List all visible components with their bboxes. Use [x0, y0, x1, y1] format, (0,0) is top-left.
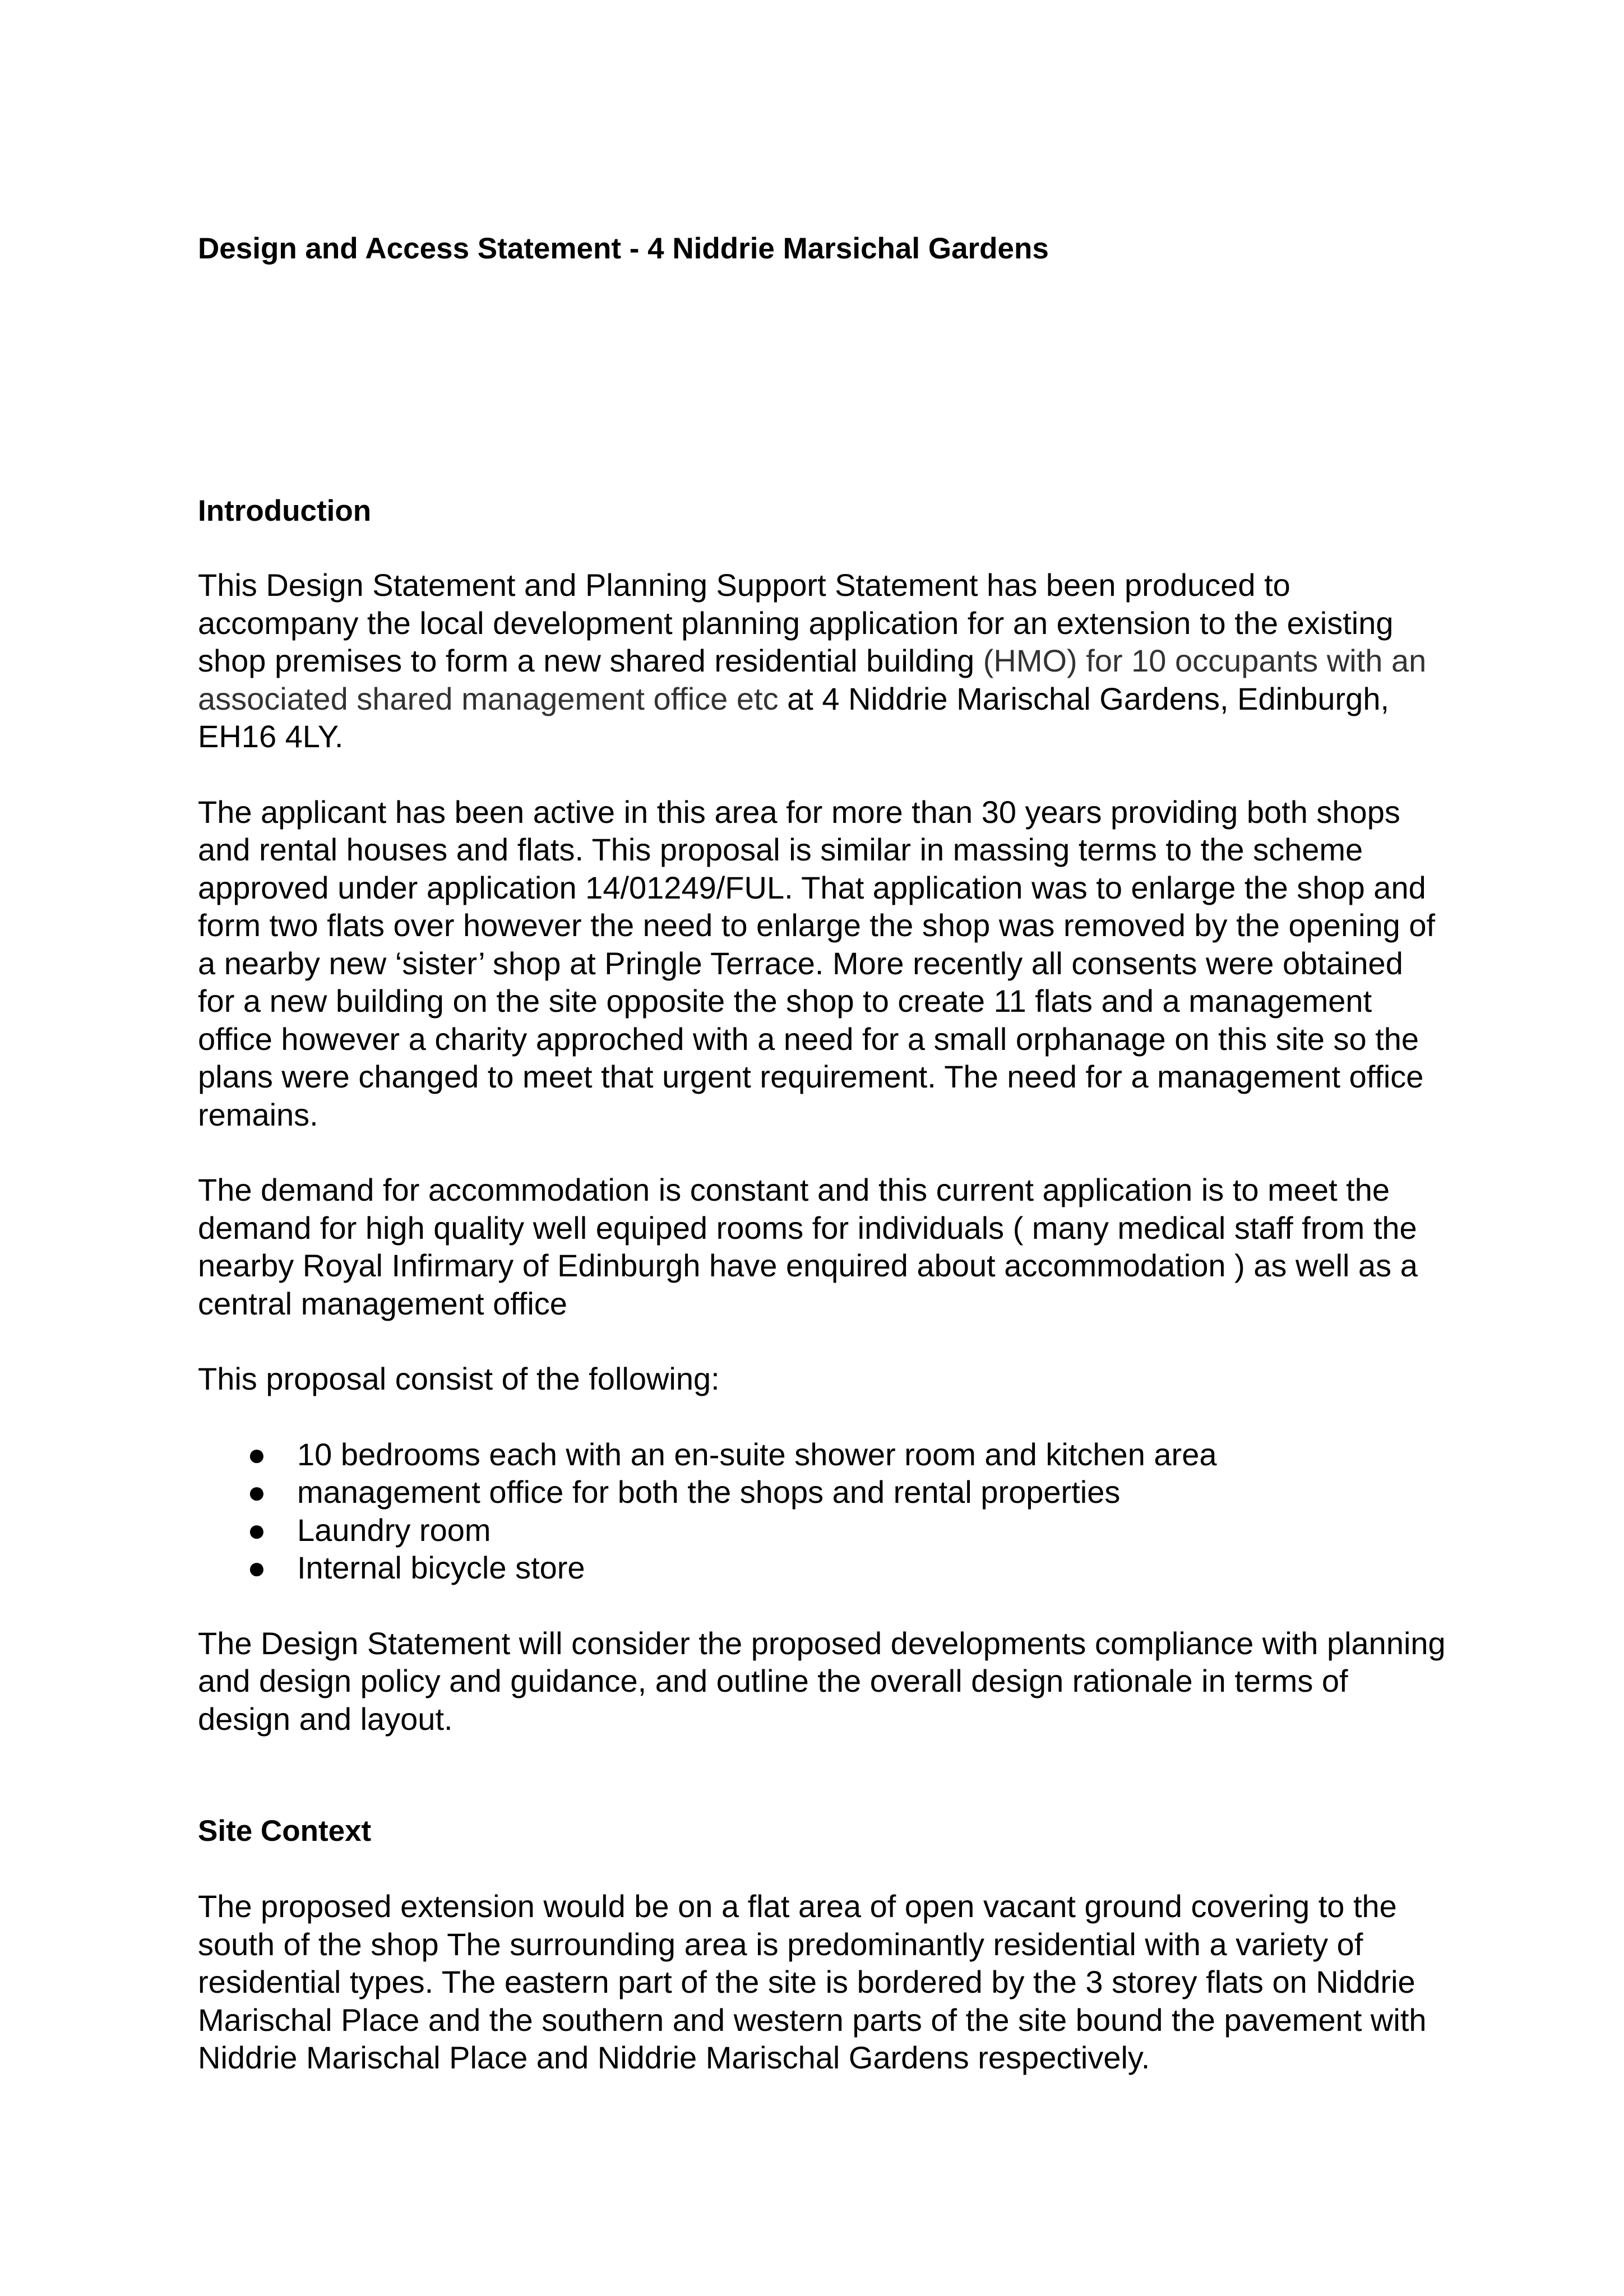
heading-site-context: Site Context [198, 1814, 372, 1848]
list-item-text: 10 bedrooms each with an en-suite shower room and kitchen area [297, 1436, 1217, 1472]
list-item-text: management office for both the shops and rental properties [297, 1474, 1121, 1510]
heading-introduction: Introduction [198, 494, 372, 527]
list-item [198, 1473, 1448, 1511]
bullet-icon: ● [247, 1550, 266, 1585]
document-body [198, 229, 1448, 2077]
intro-paragraph-2: The applicant has been active in this area for more than 30 years providing both shops and rental houses and flats. This proposal is similar in massing terms to the scheme approved under application 14/01249/FUL. That application was to enlarge the shop and form two flats over however the need to enlarge the shop was removed by the opening of a nearby new ‘sister’ shop at Pringle Terrace. More recently all consents were obtained for a new building on the site opposite the shop to create 11 flats and a management office however a charity approched with a need for a small orphanage on this site so the plans were changed to meet that urgent requirement. The need for a management office remains. [198, 794, 1436, 1132]
intro-paragraph-4: This proposal consist of the following: [198, 1361, 720, 1396]
bullet-icon: ● [247, 1436, 266, 1472]
intro-paragraph-1 [198, 566, 1448, 756]
list-item-text: Internal bicycle store [297, 1550, 585, 1585]
bullet-icon: ● [247, 1512, 266, 1548]
document-title: Design and Access Statement - 4 Niddrie Marsichal Gardens [198, 232, 1049, 265]
proposal-bullet-list [198, 1436, 1448, 1587]
intro-paragraph-3: The demand for accommodation is constant and this current application is to meet the demand for high quality well equiped rooms for individuals ( many medical staff from the nearby Royal Infirmary of Edinburgh have enquired about accommodation ) as well as a central management office [198, 1172, 1418, 1321]
intro-paragraph-5: The Design Statement will consider the proposed developments compliance with planning and design policy and guidance, and outline the overall design rationale in terms of design and layout. [198, 1625, 1446, 1737]
intro-paragraph-1-text-b: (HMO) for 10 occupants with an associated shared management office etc [198, 643, 1427, 716]
list-item [198, 1511, 1448, 1549]
intro-paragraph-1-text-c: at 4 Niddrie Marischal Gardens, Edinburgh, EH16 4LY. [198, 681, 1390, 754]
site-context-paragraph-1: The proposed extension would be on a flat area of open vacant ground covering to the south of the shop The surrounding area is predominantly residential with a variety of residential types. The eastern part of the site is bordered by the 3 storey flats on Niddrie Marischal Place and the southern and western parts of the site bound the pavement with Niddrie Marischal Place and Niddrie Marischal Gardens respectively. [198, 1888, 1427, 2075]
bullet-icon: ● [247, 1474, 266, 1510]
list-item-text: Laundry room [297, 1512, 491, 1548]
list-item [198, 1549, 1448, 1587]
list-item [198, 1436, 1448, 1474]
intro-paragraph-1-text-a: This Design Statement and Planning Support Statement has been produced to accompany the local development planning application for an extension to the existing shop premises to form a new shared residential building [198, 567, 1394, 678]
